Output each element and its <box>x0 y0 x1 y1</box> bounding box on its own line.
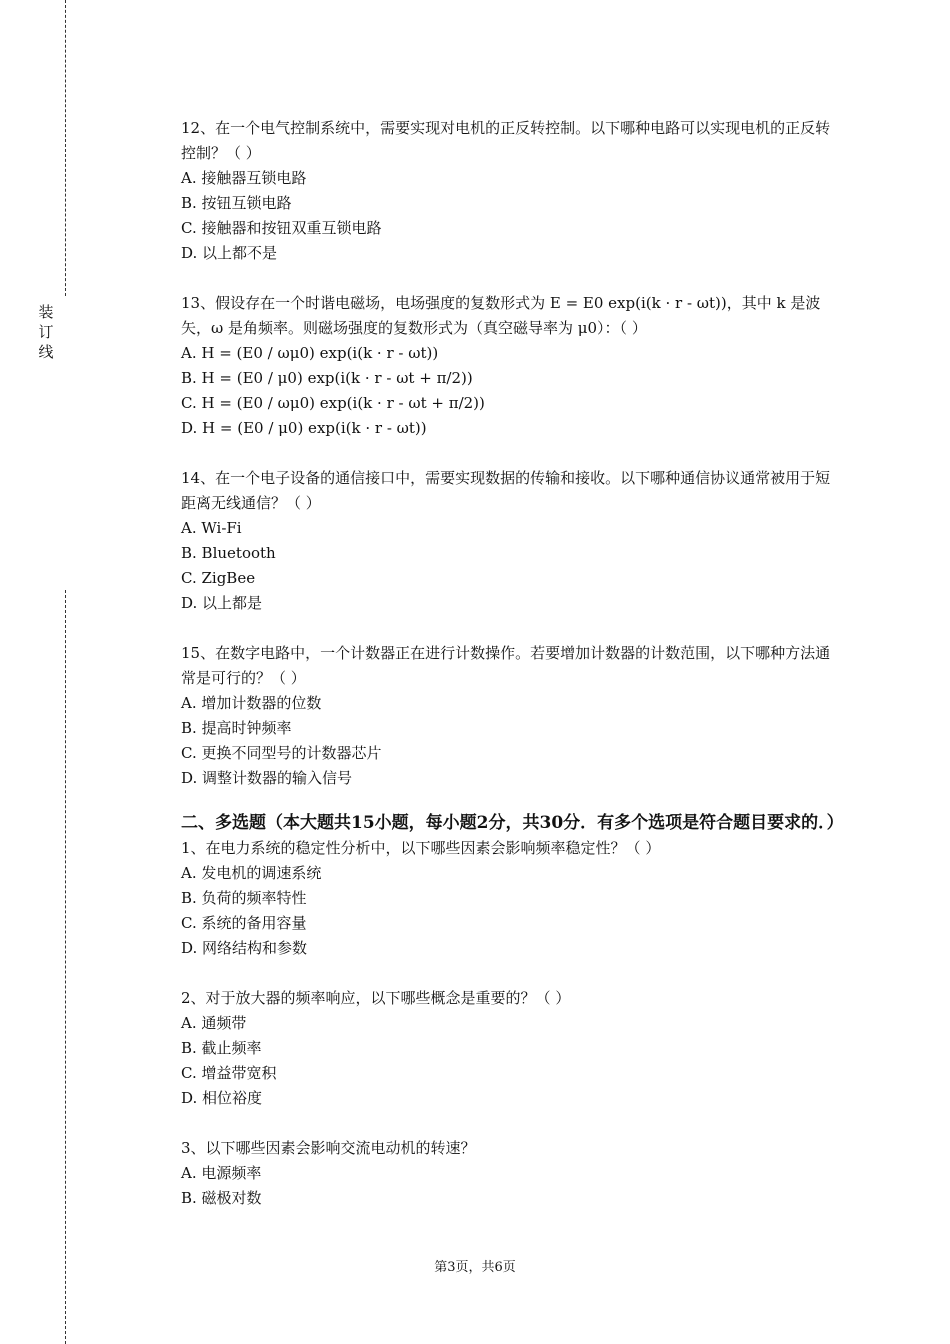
option-b: B. 截止频率 <box>181 1039 262 1057</box>
option-a: A. H = (E0 / ωμ0) exp(i(k · r - ωt)) <box>181 344 439 362</box>
binding-dashed-line-top <box>65 0 66 296</box>
page-footer: 第3页，共6页 <box>434 1260 516 1275</box>
option-b: B. H = (E0 / μ0) exp(i(k · r - ωt + π/2)) <box>181 369 473 387</box>
option-c: C. 增益带宽积 <box>181 1064 277 1082</box>
multi-question-2 <box>181 986 841 1111</box>
option-a: A. 接触器互锁电路 <box>181 169 307 187</box>
binding-label-char: 订 <box>38 323 54 341</box>
binding-label-char: 线 <box>38 343 54 361</box>
question-stem: 3、以下哪些因素会影响交流电动机的转速？ <box>181 1139 476 1157</box>
option-b: B. 按钮互锁电路 <box>181 194 292 212</box>
binding-dashed-line-bottom <box>65 590 66 1344</box>
multi-question-1 <box>181 836 841 961</box>
option-a: A. 电源频率 <box>181 1164 262 1182</box>
option-c: C. ZigBee <box>181 569 256 587</box>
question-13 <box>181 291 841 441</box>
option-d: D. 调整计数器的输入信号 <box>181 769 353 787</box>
option-d: D. 以上都是 <box>181 594 263 612</box>
option-b: B. Bluetooth <box>181 544 276 562</box>
question-stem: 13、假设存在一个时谐电磁场，电场强度的复数形式为 E = E0 exp(i(k · r - ωt))，其中 k 是波矢，ω 是角频率。则磁场强度的复数形式为（真空磁导率为 μ0）：（ ） <box>181 294 821 337</box>
option-d: D. 以上都不是 <box>181 244 278 262</box>
option-c: C. 系统的备用容量 <box>181 914 307 932</box>
question-stem: 15、在数字电路中，一个计数器正在进行计数操作。若要增加计数器的计数范围，以下哪种方法通常是可行的？（ ） <box>181 644 831 687</box>
option-a: A. 发电机的调速系统 <box>181 864 322 882</box>
option-c: C. 接触器和按钮双重互锁电路 <box>181 219 382 237</box>
question-12 <box>181 116 841 266</box>
option-d: D. H = (E0 / μ0) exp(i(k · r - ωt)) <box>181 419 427 437</box>
binding-label <box>36 302 56 362</box>
binding-label-char: 装 <box>38 303 54 321</box>
option-b: B. 磁极对数 <box>181 1189 262 1207</box>
question-stem: 14、在一个电子设备的通信接口中，需要实现数据的传输和接收。以下哪种通信协议通常被用于短距离无线通信？（ ） <box>181 469 831 512</box>
option-b: B. 负荷的频率特性 <box>181 889 307 907</box>
option-a: A. Wi-Fi <box>181 519 242 537</box>
question-stem: 12、在一个电气控制系统中，需要实现对电机的正反转控制。以下哪种电路可以实现电机的正反转控制？（ ） <box>181 119 831 162</box>
exam-content <box>181 116 844 1236</box>
multi-question-3 <box>181 1136 841 1211</box>
option-d: D. 相位裕度 <box>181 1089 263 1107</box>
option-d: D. 网络结构和参数 <box>181 939 308 957</box>
question-stem: 2、对于放大器的频率响应，以下哪些概念是重要的？（ ） <box>181 989 571 1007</box>
option-a: A. 通频带 <box>181 1014 247 1032</box>
question-14 <box>181 466 841 616</box>
option-a: A. 增加计数器的位数 <box>181 694 322 712</box>
option-b: B. 提高时钟频率 <box>181 719 292 737</box>
question-15 <box>181 641 841 791</box>
option-c: C. 更换不同型号的计数器芯片 <box>181 744 382 762</box>
section-heading: 二、多选题（本大题共15小题，每小题2分，共30分．有多个选项是符合题目要求的．） <box>181 813 844 833</box>
option-c: C. H = (E0 / ωμ0) exp(i(k · r - ωt + π/2)) <box>181 394 485 412</box>
question-stem: 1、在电力系统的稳定性分析中，以下哪些因素会影响频率稳定性？（ ） <box>181 839 661 857</box>
